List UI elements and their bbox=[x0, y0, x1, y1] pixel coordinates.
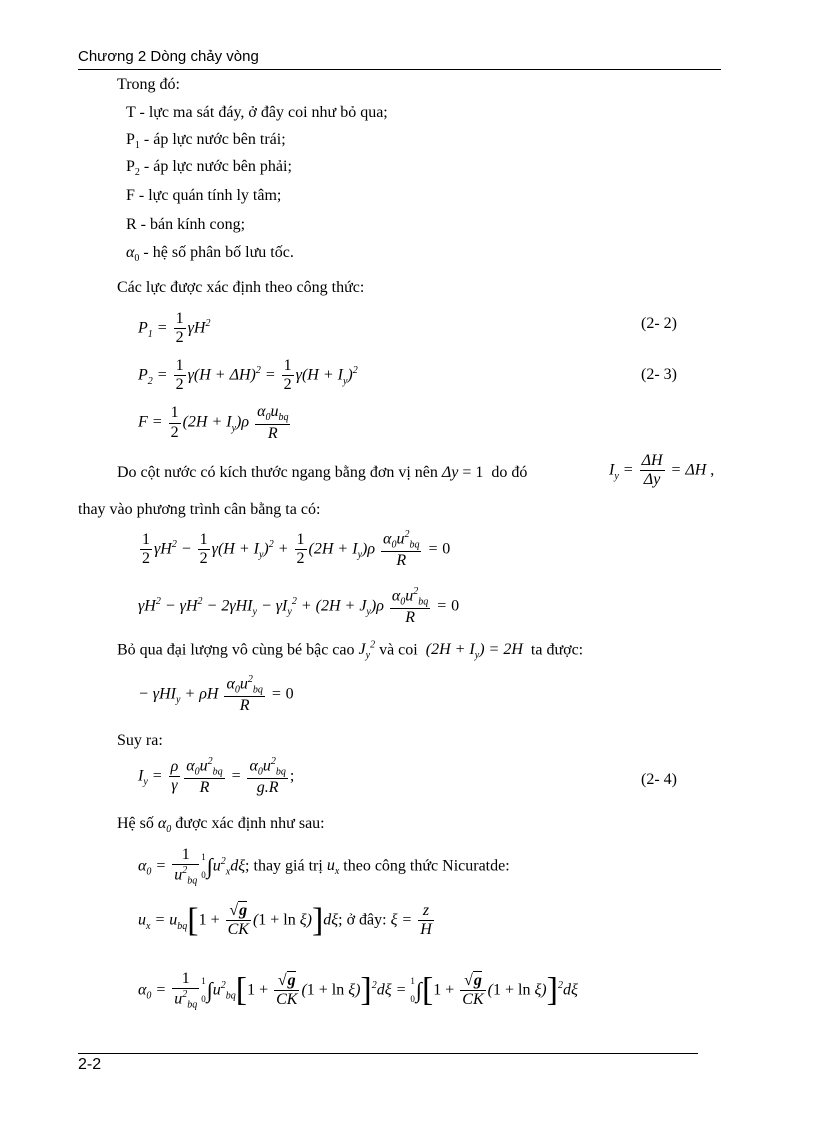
footer-rule bbox=[78, 1053, 698, 1054]
def-F: F - lực quán tính ly tâm; bbox=[126, 187, 282, 204]
equation-f: F = $\frac{1}{2}$ $(2H + I_y)\rho$ $\frac{\alpha_0u_{bq}}{R}$ bbox=[138, 403, 289, 442]
forces-intro: Các lực được xác định theo công thức: bbox=[117, 279, 365, 296]
equation-iy: $I_y$ = $\frac{\rho}{\gamma}$ $\frac{\alpha_0u^2_{bq}}{R}$ = $\frac{\alpha_0u^2_{bq}}{g.R}$ ; bbox=[138, 756, 295, 797]
equation-p1: $P_1$ = $\frac{1}{2}$ $\gamma H^2$ bbox=[138, 310, 211, 347]
eq-number-2-2: (2- 2) bbox=[641, 315, 677, 332]
equation-balance-2: $\gamma H^2 - \gamma H^2 - 2\gamma HI_y - \gamma I_y^2 + (2H + J_y)\rho$ $\frac{\alpha_0u^2_{bq}}{R}$ = 0 bbox=[138, 586, 460, 627]
eq-number-2-4: (2- 4) bbox=[641, 771, 677, 788]
equation-p2: $P_2$ = $\frac{1}{2}$ $\gamma(H + \Delta H)^2$ = $\frac{1}{2}$ $\gamma(H + I_y)^2$ bbox=[138, 357, 358, 394]
eq-number-2-3: (2- 3) bbox=[641, 366, 677, 383]
def-alpha: $\alpha_0$ - hệ số phân bố lưu tốc. bbox=[126, 244, 294, 265]
def-T: T - lực ma sát đáy, ở đây coi như bỏ qua; bbox=[126, 104, 388, 121]
equation-alpha-full: $\alpha_0$ = $\frac{1}{u^2_{bq}}$ 1 $0\int u^2_{bq}[1$ + $\frac{√g}{CK}$ (1 + ln ξ)]$^2$dξ = 1 0∫[1 + $\frac{√g}{CK}$ (1 + ln ξ)]$^2$dξ bbox=[138, 970, 578, 1011]
page-number: 2-2 bbox=[78, 1056, 102, 1073]
intro-text: Trong đó: bbox=[117, 76, 180, 93]
equation-ux: $u_x = u_{bq}[1$ + $\frac{√g}{CK}$ (1 + ln ξ)]dξ; ở đây: ξ = $\frac{z}{H}$ bbox=[138, 901, 432, 939]
equation-reduced: − γHI$_y$ + ρH $\frac{\alpha_0u^2_{bq}}{R}$ = 0 bbox=[138, 674, 294, 715]
def-P1: $P_1$ - áp lực nước bên trái; bbox=[126, 131, 286, 152]
header-rule bbox=[78, 69, 721, 70]
def-R: R - bán kính cong; bbox=[126, 216, 246, 233]
chapter-header: Chương 2 Dòng chảy vòng bbox=[78, 48, 259, 65]
alpha-intro: Hệ số $\alpha_0$ được xác định như sau: bbox=[117, 815, 325, 836]
def-P2: $P_2$ - áp lực nước bên phải; bbox=[126, 158, 292, 179]
suy-ra: Suy ra: bbox=[117, 732, 163, 749]
paragraph-substitute: thay vào phương trình cân bằng ta có: bbox=[78, 501, 321, 518]
equation-alpha-integral: $\alpha_0$ = $\frac{1}{u^2_{bq}}$ 1 $0\int u^2_xd\xi$; thay giá trị $u_x$ theo công thức Nicuratde: bbox=[138, 846, 510, 887]
paragraph-delta: Do cột nước có kích thước ngang bằng đơn vị nên Δy = 1 do đó bbox=[117, 464, 528, 481]
paragraph-neglect: Bỏ qua đại lượng vô cùng bé bậc cao $J_y^2$ và coi $(2H + I_y) = 2H$ ta được: bbox=[117, 640, 584, 662]
equation-iy-def: $I_y$ = $\frac{\Delta H}{\Delta y}$ = ΔH , bbox=[609, 452, 715, 489]
equation-balance-1: $\frac{1}{2}$ $\gamma H^2$ − $\frac{1}{2}$ $\gamma(H + I_y)^2$ + $\frac{1}{2}$ $(2H + I_y)\rho$ $\frac{\alpha_0u^2_{bq}}{R}$ = 0 bbox=[142, 529, 451, 570]
